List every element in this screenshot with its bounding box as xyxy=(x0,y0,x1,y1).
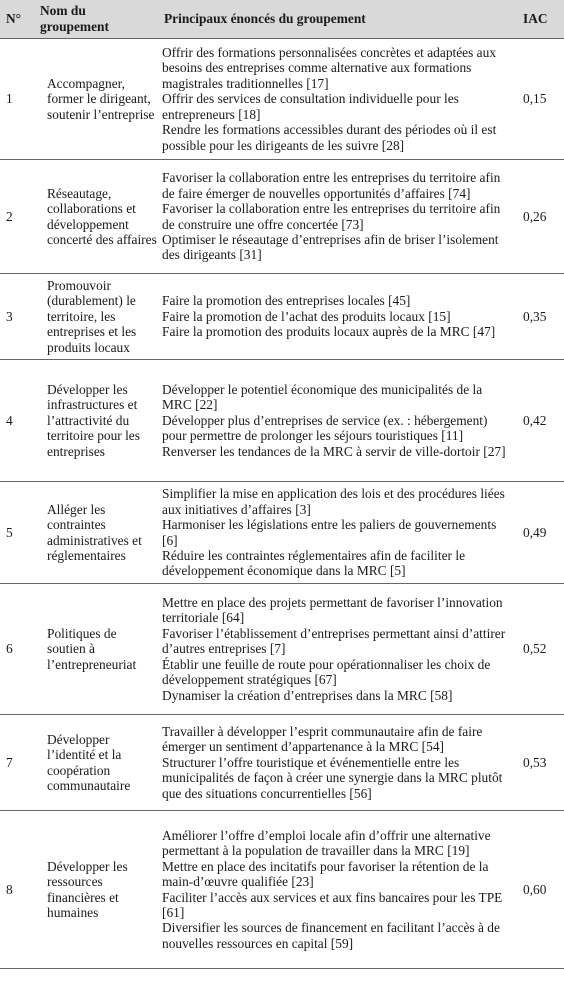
iac-value: 0,15 xyxy=(516,39,564,160)
table-row xyxy=(0,584,564,715)
statement-item: Favoriser l’établissement d’entreprises permettant ainsi d’attirer d’autres entreprises [7] xyxy=(162,625,506,657)
statement-item: Simplifier la mise en application des lois et des procédures liées aux initiatives d’affaires [3] xyxy=(162,486,505,517)
group-name: Alléger les contraintes administratives et réglementaires xyxy=(36,482,160,584)
statement-item: Mettre en place des projets permettant de favoriser l’innovation territoriale [64] xyxy=(162,595,503,626)
statement-item: Favoriser la collaboration entre les entreprises du territoire afin de construire une offre concertée [73] xyxy=(162,201,501,232)
table-row xyxy=(0,160,564,274)
group-name: Développer les ressources financières et humaines xyxy=(36,811,160,969)
statement-item: Harmoniser les législations entre les paliers de gouvernements [6] xyxy=(162,517,497,548)
row-number: 7 xyxy=(0,715,36,811)
iac-value: 0,49 xyxy=(516,482,564,584)
table-row xyxy=(0,360,564,482)
group-name: Politiques de soutien à l’entrepreneuriat xyxy=(36,584,160,715)
iac-value: 0,35 xyxy=(516,274,564,360)
statement-item: Améliorer l’offre d’emploi locale afin d’offrir une alternative permettant à la population de travailler dans la MRC [19] xyxy=(162,827,491,859)
table-row xyxy=(0,274,564,360)
statement-item: Dynamiser la création d’entreprises dans la MRC [58] xyxy=(162,687,453,703)
row-number: 2 xyxy=(0,160,36,274)
statement-item: Faire la promotion des produits locaux auprès de la MRC [47] xyxy=(162,324,496,340)
header-iac: IAC xyxy=(516,0,564,39)
table-body xyxy=(0,39,564,969)
table-row xyxy=(0,482,564,584)
statement-item: Faciliter l’accès aux services et aux fins bancaires pour les TPE [61] xyxy=(162,889,503,920)
group-name: Développer l’identité et la coopération communautaire xyxy=(36,715,160,811)
header-row xyxy=(0,0,564,39)
statement-item: Réduire les contraintes réglementaires afin de faciliter le développement économique dans la MRC [5] xyxy=(162,547,466,579)
statement-item: Développer le potentiel économique des municipalités de la MRC [22] xyxy=(162,381,483,413)
statement-item: Renverser les tendances de la MRC à servir de ville-dortoir [27] xyxy=(162,443,506,459)
row-number: 6 xyxy=(0,584,36,715)
group-statements xyxy=(160,584,516,715)
group-statements xyxy=(160,274,516,360)
statement-item: Rendre les formations accessibles durant des périodes où il est possible pour les dirigeants de les suivre [28] xyxy=(162,122,497,153)
group-name: Développer les infrastructures et l’attractivité du territoire pour les entreprises xyxy=(36,360,160,482)
statement-item: Faire la promotion de l’achat des produits locaux [15] xyxy=(162,308,451,324)
group-statements xyxy=(160,39,516,160)
statement-item: Faire la promotion des entreprises locales [45] xyxy=(162,293,411,309)
row-number: 3 xyxy=(0,274,36,360)
table-header xyxy=(0,0,564,39)
group-statements xyxy=(160,160,516,274)
row-number: 4 xyxy=(0,360,36,482)
statement-item: Offrir des formations personnalisées concrètes et adaptées aux besoins des entreprises comme alternative aux formations magistrales traditionnelles [17] xyxy=(162,45,497,91)
statement-item: Mettre en place des incitatifs pour favoriser la rétention de la main-d’œuvre qualifiée [23] xyxy=(162,858,489,890)
iac-value: 0,53 xyxy=(516,715,564,811)
iac-value: 0,52 xyxy=(516,584,564,715)
iac-value: 0,26 xyxy=(516,160,564,274)
iac-value: 0,42 xyxy=(516,360,564,482)
table-row xyxy=(0,39,564,160)
statement-item: Offrir des services de consultation individuelle pour les entrepreneurs [18] xyxy=(162,91,459,122)
header-name: Nom du groupement xyxy=(36,0,160,39)
group-statements xyxy=(160,811,516,969)
table-row xyxy=(0,715,564,811)
row-number: 5 xyxy=(0,482,36,584)
statement-item: Établir une feuille de route pour opérationnaliser les choix de développement stratégiques [67] xyxy=(162,656,491,688)
iac-value: 0,60 xyxy=(516,811,564,969)
statement-item: Optimiser le réseautage d’entreprises afin de briser l’isolement des dirigeants [31] xyxy=(162,231,499,263)
table-row xyxy=(0,811,564,969)
statement-item: Structurer l’offre touristique et événementielle entre les municipalités de façon à créer une synergie dans la MRC plutôt que des situations concurrentielles [56] xyxy=(162,754,503,801)
group-statements xyxy=(160,360,516,482)
header-num: N° xyxy=(0,0,36,39)
group-name: Réseautage, collaborations et développement concerté des affaires xyxy=(36,160,160,274)
statement-item: Développer plus d’entreprises de service (ex. : hébergement) pour permettre de prolonger les séjours touristiques [11] xyxy=(162,412,488,444)
row-number: 1 xyxy=(0,39,36,160)
statement-item: Favoriser la collaboration entre les entreprises du territoire afin de faire émerger de nouvelles opportunités d’affaires [74] xyxy=(162,170,501,201)
row-number: 8 xyxy=(0,811,36,969)
statement-item: Diversifier les sources de financement en facilitant l’accès à de nouvelles ressources en capital [59] xyxy=(162,920,500,951)
statement-item: Travailler à développer l’esprit communautaire afin de faire émerger un sentiment d’appartenance à la MRC [54] xyxy=(162,723,483,755)
group-statements xyxy=(160,482,516,584)
group-name: Promouvoir (durablement) le territoire, les entreprises et les produits locaux xyxy=(36,274,160,360)
header-statements: Principaux énoncés du groupement xyxy=(160,0,516,39)
group-name: Accompagner, former le dirigeant, soutenir l’entreprise xyxy=(36,39,160,160)
group-statements xyxy=(160,715,516,811)
